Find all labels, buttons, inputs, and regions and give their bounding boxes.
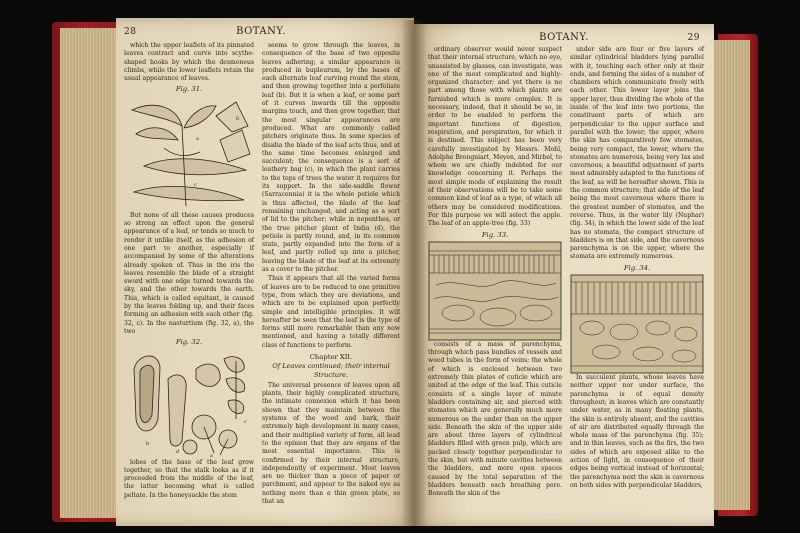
open-book [52, 10, 758, 526]
svg-text:b: b [236, 115, 240, 122]
chapter-paragraph: The universal presence of leaves upon all plants, their highly complicated structure, the intimate connexion which it has been shown that they maintain between the systems of the wood and bark, their extremely high development in many cases, and their multiplied variety of form, all lead to the opinion that they are organs of the most essential importance. This is confirmed by their internal structure, independently of experiment. Most leaves are no thicker than a piece of paper or parchment, and appear to the naked eye as nothing more than a thin green plate, so that an [262, 381, 400, 506]
right-page-column-1 [428, 46, 562, 499]
left-page-column-1 [124, 42, 254, 501]
chapter-subheading: Of Leaves continued; their internal Structure. [272, 362, 390, 379]
right-page [414, 24, 714, 526]
left-page-column-2 [262, 42, 400, 507]
right-col2-paragraph-1: under side are four or five layers of similar cylindrical bladders lying parallel with it, touching each other only at their ends, and forming the sides of a number of chambers which communicate freely with each other. This lower layer joins the upper layer, thus dividing the whole of the inside of the leaf into two portions, the constituent parts of which are perpendicular to the upper surface and parallel with the lower; the upper, where the skin has comparatively few stomates, being very compact, the lower, where the stomates are numerous, being very lax and cavernous; a beautiful adjustment of parts most admirably adapted to the functions of the leaf, as will be hereafter shown. This is the common structure; that side of the leaf being the most cavernous where there is the greatest number of stomates, and the reverse. Thus, in the water lily (Nuphar) (fig. 34), in which the lower side of the leaf has no stomata, the compact structure of bladders is on that side, and the cavernous parenchyma is on the upper, where the stomata are extremely numerous. [570, 46, 704, 261]
fig31-caption: Fig. 31. [175, 85, 203, 94]
left-mid-paragraph: But none of all these causes produces so strong an effect upon the general appearance of a leaf, or tends so much to render it unlike itself, as the adhesion of one part to another, especially if accompanied by some of the alterations already spoken of. Thus in the iris the leaves resemble the blade of a straight sword with one edge turned towards the sky, and the other towards the earth. This, which is called equitant, is caused by the leaves folding up, and their faces forming an adhesion with each other (fig. 32, c). In the nasturtium (fig. 32, a), the two [124, 211, 254, 335]
left-top-paragraph: which the upper leaflets of its pinnated leaves contract and curve into scythe-shaped hooks by which the desmoneus climbs, while the lower leaflets retain the usual appearance of leaves. [124, 42, 254, 83]
svg-text:b: b [146, 440, 150, 447]
left-page [116, 18, 414, 526]
chapter-heading: Chapter XII. [309, 352, 353, 361]
svg-text:c: c [194, 181, 197, 188]
right-running-title: BOTANY. [539, 32, 589, 43]
fig34-caption: Fig. 34. [623, 263, 651, 272]
fig34-illustration [570, 274, 704, 374]
right-page-number: 29 [687, 33, 700, 43]
left-col2-paragraph-1: seems to grow through the leaves, in consequence of the base of two opposite leaves adhering; a similar appearance is produced in bupleurum, by the bases of each alternate leaf curving round the stem, and then growing together into a perfoliate leaf (b). But it is when a leaf, or some part of it curves inwards till the opposite margins touch, and then grow together, that the most singular appearances are produced. What are commonly called pitchers originate thus. In some species of disidia the blade of the leaf acts thus, and at the same time becomes enlarged and succulent; the consequence is a sort of leathery bag (c), in which the plant carries to the tops of trees the water it requires for its support. In the side-saddle flower (Sarracennia) it is the whole petiole which is thus affected, the blade of the leaf remaining unchanged, and acting as a sort of lid to the pitcher; while in nepenthes, or the true pitcher plant of India (d), the petiole is partly round, and, in its common state, partly expanded into the form of a leaf, and partly rolled up into a pitcher, leaving the blade of the leaf at its extremity as a cover to the pitcher. [262, 42, 400, 274]
svg-text:d: d [176, 448, 180, 455]
fig31-illustration [124, 96, 254, 212]
svg-text:a: a [196, 135, 199, 142]
right-page-column-2 [570, 46, 704, 491]
right-col2-paragraph-2: In succulent plants, whose leaves have neither upper nor under surface, the parenchyma is of equal density throughout; in leaves which are constantly under water, as in many floating plants, the skin is entirely absent, and the cavities of air are distributed equally through the whole mass of the parenchyma (fig. 35); and in thin leaves, such as the firs, the two sides of which are exposed alike to the action of light, in consequence of their edges being vertical instead of horizontal; the parenchyma next the skin is cavernous on both sides with perpendicular bladders, [570, 374, 704, 489]
book-gutter-shadow [402, 20, 426, 526]
svg-text:a: a [210, 452, 213, 459]
page-edges-left [60, 28, 124, 518]
right-col1-paragraph-2: consists of a mass of parenchyma, through which pass bundles of vessels and wood tubes in the form of veins; the whole of which is enclosed between two extremely thin plates of cuticle which are united at the edge of the leaf. This cuticle consists of a single layer of minute bladders containing air, and pierced with stomates which are generally much more numerous on the under than on the upper side. Beneath the skin of the upper side are about three layers of cylindrical bladders filled with green pulp, which are packed closely together perpendicular to the skin, but with minute cavities between the bladders, and more open spaces caused by the total separation of the bladders beneath each breathing pore. Beneath the skin of the [428, 340, 562, 498]
svg-text:c: c [244, 418, 247, 425]
left-running-title: BOTANY. [236, 26, 286, 37]
left-bottom-paragraph: lobes of the base of the leaf grow together, so that the stalk looks as if it proceeded from the middle of the leaf, the latter becoming what is called peltate. In the honeysuckle the stem [124, 458, 254, 499]
fig32-illustration [124, 349, 254, 459]
left-col2-paragraph-2: Thus it appears that all the varied forms of leaves are to be reduced to one primitive type, from which they are deviations, and which are to be explained upon perfectly simple and intelligible principles. It will hereafter be seen that the leaf is the type of forms still more remarkable than any now mentioned, and having a totally different class of functions to perform. [262, 275, 400, 349]
fig32-caption: Fig. 32. [175, 338, 203, 347]
fig33-caption: Fig. 33. [481, 230, 509, 239]
left-page-number: 28 [124, 27, 137, 37]
right-col1-paragraph-1: ordinary observer would never suspect that their internal structure, which no eye, unassisted by glasses, can investigate, was one of the most complicated and highly-organized character; and yet there is no part among those with which plants are furnished which is more complex. It is necessary, indeed, that it should be so, in order to be enabled to perform the important functions of digestion, respiration, and perspiration, for which it is destined. This subject has been very carefully investigated by Messrs. Mohl, Adolphe Brongniart, Meyen, and Mirbel, to whom we are chiefly indebted for our knowledge concerning it. Perhaps the most simple mode of explaining the result of their observations will be to take some common kind of leaf as a type, of which all others may be considered modifications. For this purpose we will select the apple. The leaf of an apple-tree (fig. 33) [428, 46, 562, 228]
fig33-illustration [428, 241, 562, 341]
